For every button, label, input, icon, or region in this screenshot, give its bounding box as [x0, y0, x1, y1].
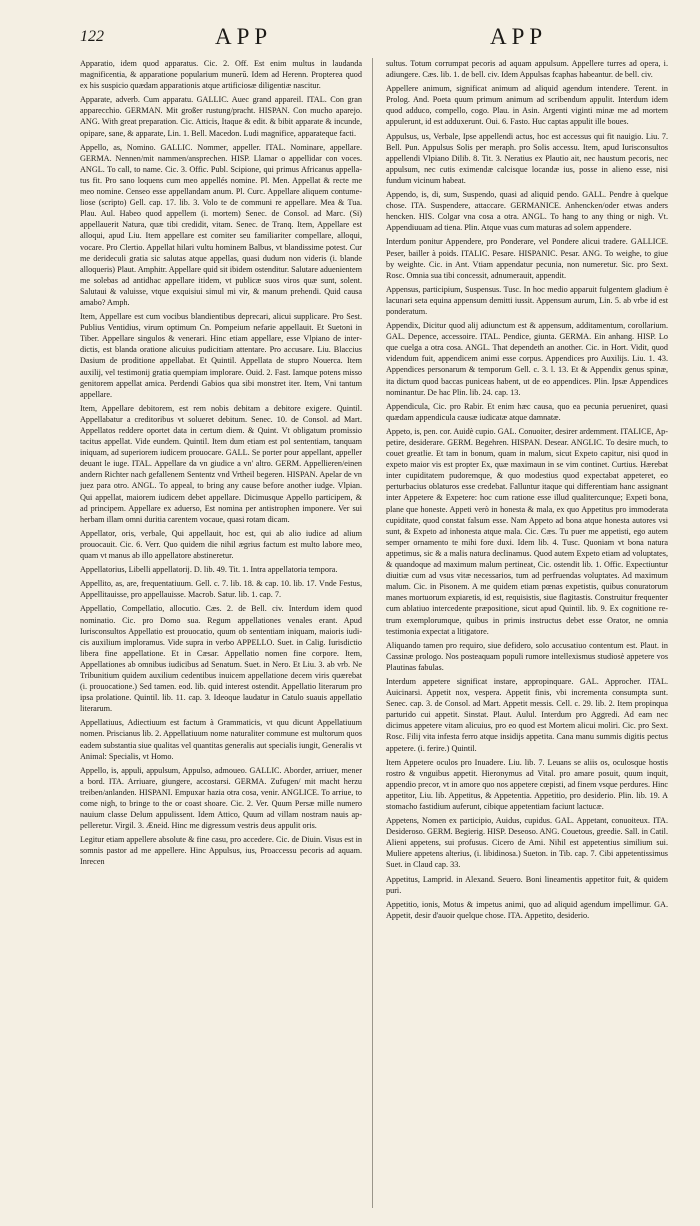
- entry-appulsum-continued: sultus. Totum corrumpat pecoris ad aquam appulsum. Appellere turres ad opera, i. adiungere. Cæs. lib. 1. de bell. civ. Idem Appulsas fcaphas habeantur. de bell. civ.: [386, 59, 668, 80]
- entry-appendix: Appendix, Dicitur quod alij adiunctum est & appensum, additamentum, corollarium. GAL. Depence, accessoire. ITAL. Pendice, giunta. GERMA. Ein anhang. HISP. Lo que cuelga a otra cosa. ANGL. That dependeth an another. Cic. in Hort. Vidit, quod videndum fuit, appendicem animi esse corpus. Appendices pro Auxilijs. Liu. 1. 43. Appendices personarum & temporum Gell. c. 3. l. 13. Et & Appendix genus spinæ, ita dictum quod baccas puniceas habent, ut de eo appendices. Plin. Ipsæ Appendices nominantur. De hac Plin. lib. 24. cap. 13.: [386, 321, 668, 397]
- right-column: [386, 58, 668, 1208]
- entry-appendo: Appendo, is, di, sum, Suspendo, quasi ad aliquid pendo. GALL. Pendre à quelque chose. ITA. Suspendere, attaccare. GERMANICE. Anhencken/oder etwas anders hencken. HIS. Colgar vna cosa a otra. ANGL. To hang to any thing or nigh. Vt. Appendiuuam ad tiena. Plin. Atque vuas cum maturas ad solem appendere.: [386, 190, 668, 233]
- entry-appeto-instare: Interdum appetere significat instare, appropinquare. GAL. Approcher. ITAL. Auicinarsi. Appetit nox, vespera. Appetit finis, vbi incrementa consumpta sunt. Senec. cap. 3. de Consol. ad Mart. Appetit messis. Cell. c. 29. lib. 2. Item propinqua parturido cui appetit. Sinstat. Plaut. Aulul. Interdum pro Aggredi. Ad eam nec dicimus appetere vitam alicuius, pro eo quod est Mortem alicui moliri. Cic. pro Sext. Rosc. Filij vita infesta ferro atque insidijs appetita. Cana manu summis digitis pectus appetere. (i. ferire.) Quintil.: [386, 676, 668, 753]
- column-divider: [372, 58, 373, 1208]
- entry-apparate: Apparate, adverb. Cum apparatu. GALLIC. Auec grand appareil. ITAL. Con gran apparecchio. GERMAN. Mit großer rustung/pracht. HISPAN. Con mucho aparejo. ANG. With great preparation. Cic. Atticis, Itaque & edit. & bibit apparate & incunde, opipare, sane, & apparate, Lin. 1. Bell. Macedon. Ludi magnifice, apparateque facti.: [80, 95, 362, 138]
- entry-appellere-animum: Appellere animum, significat animum ad aliquid agendum intendere. Terent. in Prolog. And. Poeta quum primum animum ad scribendum appulit. Interdum idem quod adduco, compello, cogo. Plau. in Asin. Argenti viginti minæ me ad mortem appulerunt, id est adduxerunt. Oui. 6. Fasto. Huc captas appulit ille boues.: [386, 84, 668, 127]
- entry-appello-nomino: Appello, as, Nomino. GALLIC. Nommer, appeller. ITAL. Nominare, appellare. GERMA. Nennen/mit nammen/ansprechen. HISP. Llamar o appellidar con voces. ANGL. To call, to name. Cic. 3. Offic. Publ. Scipione, qui primus Africanus appellatus fit. Pro sano loquens cum meo appellés nomine. Pl. Men. Appellat & recte me meo nomine. Censeo esse appellandam anum. Pl. Curc. Appellare aliquem contumeliose (scripto) Gell. cap. 17. lib. 3. Volo te de communi re appellare. Mea & Tua. Plau. Aul. Habeo quod appellem (i. mortem) Senec. de Consol. ad Marc. (Si) appellauerit Natura, quæ tibi credidit, vitam. Senec. de Tranq. Item, Appellare est alloqui, apud Liu. Item appellare est comiter seu familiariter compellare, alloqui, vocare. Pro Clertio. Appellat hilari vultu hominem Balbus, vt blandissime potest. Cur me derideculi gratia sic salutas atque appellas, quasi dudum non videris (i. blande alloqueris) Plaut. Amphitr. Appellare quid sit ibidem ostenditur. Salutare aduenientem me solebas ad antidhac appellare itidem, vt publicæ suos viros quæ sunt, solent. Salutaui & valuisse, vtque exquisiui simul mi vir, & manum prehendi. Quid causa amabo? Amph.: [80, 142, 362, 307]
- entry-appulsus: Appulsus, us, Verbale, Ipse appellendi actus, hoc est accessus qui fit nauigio. Liu. 7. Bell. Pun. Appulsus Solis per meraph. pro Solis accessu. Item, apud Iurisconsultos appellendi Vlpiano Dilib. 8. Tit. 3. Neratius ex Plautio ait, nec haustum pecoris, nec appulsum, nec cutis eximendæ calcisque locandæ ius, posse in alieno esse, nisi fundum vicinum habeat.: [386, 131, 668, 185]
- entry-appensus: Appensus, participium, Suspensus. Tusc. In hoc medio apparuit fulgentem gladium è lacunari seta equina appensum demitti iussit. Appensum aurum, Lin. 5. ab vrbe id est ponderatum.: [386, 284, 668, 316]
- entry-appello-appuli: Appello, is, appuli, appulsum, Appulso, admoueo. GALLIC. Aborder, arriuer, mener a bord. ITA. Arriuare, giungere, accostarsi. GERMA. Zufugen/ mit macht herzu treiben/anlanden. HISPANI. Empuxar hazia otra cosa, venir. ANGLICE. To arriue, to come nigh, to bringe to the or coast shoare. Cic. 2. Ver. Quum Persæ mille numero nauium classe Delum appulissent. Idem Attico, Quum ad villam nostram nauis appelleretur. Virgil. 3. Æneid. Hinc me digressum vestris deus appulit oris.: [80, 765, 362, 831]
- page-number: 122: [80, 28, 104, 45]
- entry-appetitio: Appetitio, ionis, Motus & impetus animi, quo ad aliquid agendum impellimur. GA. Appetit, desir d'auoir quelque chose. ITA. Appetito, desiderio.: [386, 899, 668, 920]
- left-column: [80, 58, 362, 1208]
- entry-appellatiuus: Appellatiuus, Adiectiuum est factum à Grammaticis, vt quu dicunt Appellatiuum nomen. Priscianus lib. 2. Appellatiuum nome naturaliter commune est multorum quos eadem substantia siue qualitas vel quantitas generalis aut specialis iungit, Generalis vt Animal: Specialis, vt Homo.: [80, 718, 362, 761]
- entry-apparatio: Apparatio, idem quod apparatus. Cic. 2. Off. Est enim multus in laudanda magnificentia, & apparatione popularium munerū. Idem ad Herenn. Propterea quod ex his suspicio quædam apparationis atque artificiosæ diligentiæ nascitur.: [80, 59, 362, 91]
- entry-appellito: Appellito, as, are, frequentatiuum. Gell. c. 7. lib. 18. & cap. 10. lib. 17. Vnde Festus, Appellitauisse, pro appellauisse. Macrob. Satur. lib. 1. cap. 7.: [80, 579, 362, 600]
- entry-appellere-absolute: Legitur etiam appellere absolute & fine casu, pro accedere. Cic. de Diuin. Visus est in somnis pastor ad me appellere. Hinc Appulsus, ius, Proaccessu pecoris ad aquam. Inrecen: [80, 835, 362, 867]
- right-running-title: APP: [490, 24, 548, 49]
- entry-appeto-requiro: Aliquando tamen pro requiro, siue defidero, solo accusatiuo contentum est. Plaut. in Cassinæ prologo. Nos posteaquam populi rumore intellexismus studiosè appetere vos Plautinas fabulas.: [386, 640, 668, 672]
- running-header: [70, 24, 672, 54]
- left-running-title: APP: [215, 24, 273, 49]
- entry-appetitor: Appetitus, Lamprid. in Alexand. Seuero. Boni lineamentis appetitor fuit, & quidem puri.: [386, 874, 668, 895]
- entry-appellatio: Appellatio, Compellatio, allocutio. Cæs. 2. de Bell. civ. Interdum idem quod nominatio. Cic. pro Domo sua. Regum appellationes venales erant. Apud Iurisconsultos Appellatio est prouocatio, quum ob sententiam iniquam, maioris iudicis auxilium imploramus. Vide supra in verbo APPELLO. Suet. in Calig. Iurisdictio libera fine appellatione. Et in Cæsar. Appellatio nomen fine corpore. Item, Appellationes ab omnibus iudicibus ad Senatum. Suet. in Nero. Et Liu. 3. ab vrb. Ne Tribunitium quidem auxilium cedentibus inuicem appellatione decem viris quærebat (i. prouocatione.) Sed tamen. eod. lib. quid interest ostendit. Appellatio literarum pro ipsa prolatione. Quintil. lib. 11. cap. 3. Ideoque laudatur in Catulo suauis appellatio literarum.: [80, 604, 362, 714]
- entry-appeto-oculos: Item Appetere oculos pro Inuadere. Liu. lib. 7. Leuans se aliis os, oculosque hostis rostro & vnguibus appetit. Hieronymus ad Vital. pro amare posuit, quum inquit, appendio precor, vt in amore quo nos appetere cœpisti, ad finem vsque perdures. Hinc appetitor, Liu. lib. Appetitus, & Appetentia. Appetitio, pro desiderio. Plin. lib. 19. A stomacho fastidium auferunt, cibique appetentiam faciunt lactucæ.: [386, 757, 668, 811]
- entry-appeto: Appeto, is, pen. cor. Auidè cupio. GAL. Conuoiter, desirer ardemment. ITALICE, Appetire, desiderare. GERM. Begehren. HISPAN. Desear. ANGLIC. To desire much, to couet greatlie. Et tam in bonum, quam in malum, sicut Expeto capitur, nisi quod in expeto maior vis est propter Ex, quæ maximaun in se vim continet. Curtius. Hærebat inter cupiditatem pudoremque, & quo modestius quod expectabat appeteret, eo perturbacius oblaturos esse credebat. Falluntur itaque qui differentiam hanc assignant inter Appetere & Expetere: hoc cum ratione esse illud qualitercunque; Expeti bona, plane que honeste. Appeti verò in honesta & mala, ex quo Appetitus pro immoderata cupiditate, quod constat falsum esse. Nam Appeto ad bona atque honesta autores vsi sunt, & Expeto ad inhonesta atque mala. Cic. Cæs. Tu puer me appetisti, ego autem semper ornamento te mihi fore duxi. Idem lib. 4. Tusc. Quoniam vt bona natura appetimus, sic & a malis natura declinamus. Quod autem Expeto etiam ad voluptates, & quandoque ad maximum malum pertineat, Cic. ostendit lib. 1. Offic. Expectiuntur diuitiæ cum ad vsus vitæ necessarios, tum ad perfruendas voluptates. Ad maximum malum. Cic. in Pisonem. A me quidem etiam pœnas expetistis, quibus conuratorum manes mortuorum expiaretis, id est, requisistis, siue flagitastis. Construitur frequenter cum ablatiuo intercedente præpositione, sicut apud Quintil. lib. 9. Ex cognitione retrum exemplorumque, quibus in primis instructus debet esse Orator, ne omnia testimonia expectat a litigatore.: [386, 426, 668, 636]
- entry-appello-debitorem: Item, Appellare debitorem, est rem nobis debitam a debitore exigere. Quintil. Appellabatur a creditoribus vt solueret debitum. Senec. 10. de Consol. ad Mart. Appellatos reddere oportet data in certum diem. & Quint. Vt obligatum promissio tacitus appellat. Vide eundem. Quintil. Item dum etiam est pol sententiam, tanquam iniquam, ad superiorem iudicem prouocare. GALL. Se porter pour appellant, appeller deuant le iuge. ITAL. Appellare da vn giudice a vn' altro. GERM. Appellieren/einen andern Richter nach gefallenem Sententz vnd Vrtheil begeren. HISPAN. Apelar de vn juez para otro. ANGL. To appeal, to bring any cause before another iudge. Vlpian. Qui appellat, maiorem iudicem debet appellare. Dicimusque Appello participem, & ad principem. Appellare ex aduerso, Est nomina per antistrophen imponere. Ver sui herbam illam omni duritia carentem vocaue, quasi rotam dicam.: [80, 403, 362, 524]
- entry-appellatorius: Appellatorius, Libelli appellatorij. D. lib. 49. Tit. 1. Intra appellatoria tempora.: [80, 565, 338, 575]
- entry-appendere-ponderare: Interdum ponitur Appendere, pro Ponderare, vel Pondere alicui tradere. GALLICE. Peser, bailler à poids. ITALIC. Pesare. HISPANIC. Pesar. ANG. To weighe, to giue by weighte. Cic. in Ant. Vtiam appendatur pecunia, non numeretur. Sic. pro Sext. Rosc. Omnia sua tibi concessit, adnumerauit, appendit.: [386, 237, 668, 280]
- entry-appetens: Appetens, Nomen ex participio, Auidus, cupidus. GAL. Appetant, conuoiteux. ITA. Desideroso. GERM. Begierig. HISP. Deseoso. ANG. Couetous, greedie. Sall. in Catil. Alieni appetens, sui profusus. Cicero de Ami. Nihil est appetentius similium sui. Muliere appetens alterius, (i. libidinosa.) Sueton. in Tib. cap. 7. Cibi appetentissimus Suet. in Claud cap. 33.: [386, 816, 668, 870]
- entry-appendicula: Appendicula, Cic. pro Rabir. Et enim hæc causa, quo ea pecunia perueniret, quasi quædam appendicula causæ iudicatæ atque damnatæ.: [386, 401, 668, 422]
- entry-appellator: Appellator, oris, verbale, Qui appellauit, hoc est, qui ab alio iudice ad alium prouocauit. Cic. 6. Verr. Quo quidem die nihil ægrius factum est multo labore meo, quam vt manus ab illo appellatore abstineretur.: [80, 528, 362, 561]
- entry-appello-blandiri: Item, Appellare est cum vocibus blandientibus deprecari, alicui supplicare. Pro Sest. Publius Ventidius, virum optimum Cn. Pompeium nefarie appellauit. Et Suetoni in Tiber. Appellare singulos & venerari. Hinc etiam appellare, esse Vlpiano de interdictis, est blanda oratione alicuius pudicitiam attentare. Pro accusare. Liu. Blaccius Dasium de proditione appellabat. Et Quintil. Appellata de stupro Nouerca. Item auxilij, vel testimonij gratia quempiam implorare. Ouid. 2. Fast. Iamque potens misso genitorem appellat amica. Perdendi Gabios qua sibi monstret iter. Item, Vni tantum appellare.: [80, 312, 362, 399]
